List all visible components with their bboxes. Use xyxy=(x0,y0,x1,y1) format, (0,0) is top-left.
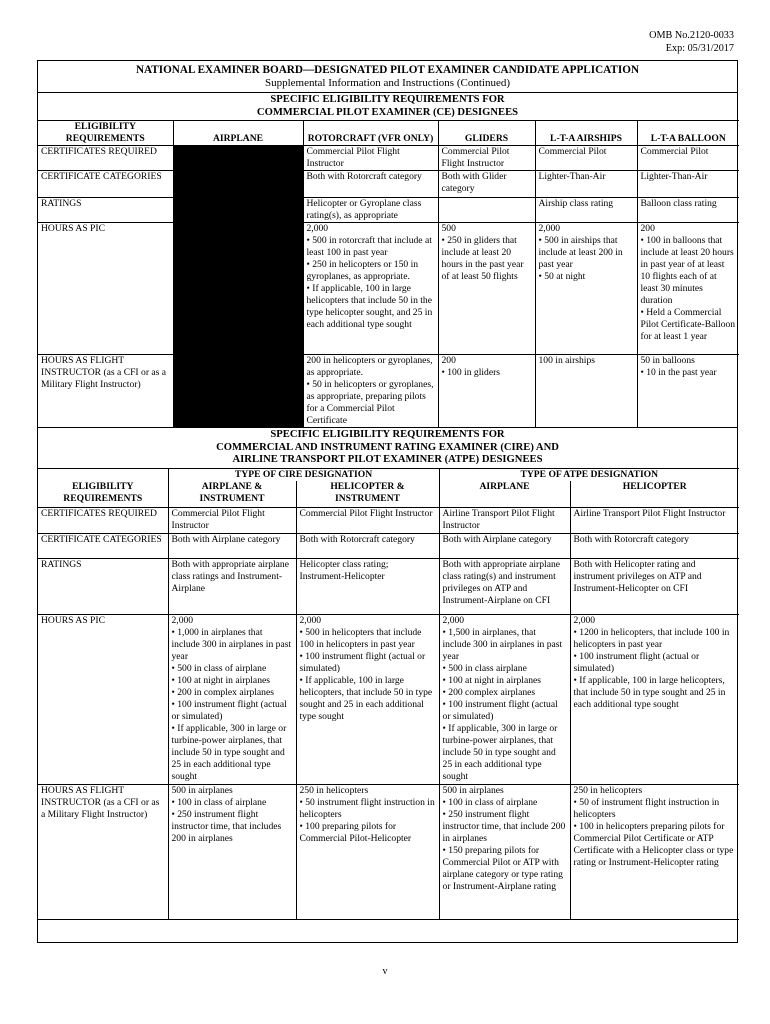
row-label: CERTIFICATE CATEGORIES xyxy=(38,171,173,198)
table-cell xyxy=(168,558,296,614)
cell-line: 2,000 xyxy=(171,614,194,626)
cell-line: Both with Rotorcraft category xyxy=(573,533,689,545)
omb-expiration: Exp: 05/31/2017 xyxy=(665,42,734,54)
row-label: HOURS AS PIC xyxy=(38,223,173,355)
column-header: L-T-A BALLOON xyxy=(637,121,739,146)
cell-line: • 100 instrument flight (actual or simulated) xyxy=(442,698,558,722)
cell-line: • 50 instrument flight instruction in helicopters xyxy=(299,796,435,820)
table-cell xyxy=(570,784,739,919)
table-row xyxy=(38,558,739,614)
cell-line: Both with appropriate airplane class ratings and Instrument-Airplane xyxy=(171,558,289,594)
table-row xyxy=(38,533,739,558)
table-cell xyxy=(637,171,739,198)
cell-line: Commercial Pilot Flight Instructor xyxy=(299,507,433,519)
cell-line: • 150 preparing pilots for Commercial Pilot or ATP with airplane category or type rating or Instrument-Airplane rating xyxy=(442,844,563,892)
column-header: AIRPLANE & INSTRUMENT xyxy=(168,481,296,508)
row-label: CERTIFICATES REQUIRED xyxy=(38,146,173,171)
redacted-cell xyxy=(173,171,303,198)
cell-line: • 200 in complex airplanes xyxy=(171,686,274,698)
redacted-cell xyxy=(173,198,303,223)
table-cell xyxy=(303,146,438,171)
cell-line: • 500 in class airplane xyxy=(442,662,527,674)
table-cell xyxy=(303,171,438,198)
table-cell xyxy=(535,146,637,171)
table-row xyxy=(38,355,739,428)
row-label: HOURS AS PIC xyxy=(38,614,168,784)
table-cell xyxy=(535,223,637,355)
cell-line: • 50 in helicopters or gyroplanes, as appropriate, preparing pilots for a Commercial Pilot Certificate xyxy=(306,379,434,427)
cell-line: Airline Transport Pilot Flight Instructor xyxy=(442,507,555,531)
omb-info xyxy=(649,30,734,55)
table-cell xyxy=(439,507,570,533)
cell-line: Both with Rotorcraft category xyxy=(299,533,415,545)
cell-line: • If applicable, 100 in large helicopters, that include 50 in type sought and 25 in each additional type sought xyxy=(573,674,726,710)
table-cell xyxy=(438,223,535,355)
column-header: ELIGIBILITY REQUIREMENTS xyxy=(38,121,173,146)
column-header: ROTORCRAFT (VFR ONLY) xyxy=(303,121,438,146)
column-header: L-T-A AIRSHIPS xyxy=(535,121,637,146)
cell-line: Both with Glider category xyxy=(441,171,507,195)
row-label: HOURS AS FLIGHT INSTRUCTOR (as a CFI or as a Military Flight Instructor) xyxy=(38,784,168,919)
row-label: CERTIFICATE CATEGORIES xyxy=(38,533,168,558)
cell-line: • 250 in gliders that include at least 20 hours in the past year of at least 50 flights xyxy=(441,235,524,283)
cell-line: • 100 in gliders xyxy=(441,367,501,379)
table-cell xyxy=(438,171,535,198)
row-label: RATINGS xyxy=(38,198,173,223)
page-number: v xyxy=(382,966,388,977)
table-cell xyxy=(438,146,535,171)
table-cell xyxy=(439,614,570,784)
form-subtitle: Supplemental Information and Instructions (Continued) xyxy=(264,77,510,89)
column-header: ELIGIBILITY REQUIREMENTS xyxy=(38,481,168,508)
table-cell xyxy=(535,355,637,428)
section1-heading-line1: SPECIFIC ELIGIBILITY REQUIREMENTS FOR xyxy=(270,94,505,105)
table-row xyxy=(38,507,739,533)
cell-line: Lighter-Than-Air xyxy=(538,171,606,183)
cell-line: Lighter-Than-Air xyxy=(640,171,708,183)
table-row xyxy=(38,171,739,198)
cell-line: • 1,500 in airplanes, that include 300 in airplanes in past year xyxy=(442,626,563,662)
cell-line: 100 in airships xyxy=(538,355,595,367)
table-cell xyxy=(637,146,739,171)
cell-line: 250 in helicopters xyxy=(573,784,643,796)
form-title: NATIONAL EXAMINER BOARD—DESIGNATED PILOT EXAMINER CANDIDATE APPLICATION xyxy=(135,64,640,76)
column-header: HELICOPTER & INSTRUMENT xyxy=(296,481,439,508)
cell-line: Commercial Pilot Flight Instructor xyxy=(306,146,400,170)
cell-line: • If applicable, 300 in large or turbine-power airplanes, that include 50 in type sought and 25 in each additional type sought xyxy=(171,722,287,782)
cell-line: • 100 in class of airplane xyxy=(442,796,538,808)
cell-line: • 100 in helicopters preparing pilots for Commercial Pilot Certificate or ATP Certificate with a Helicopter class or type rating or Instrument-Helicopter rating xyxy=(573,820,734,868)
table-cell xyxy=(570,614,739,784)
atpe-group-header: TYPE OF ATPE DESIGNATION xyxy=(439,468,739,481)
section2-heading-line1: SPECIFIC ELIGIBILITY REQUIREMENTS FOR xyxy=(270,429,505,441)
cell-line: Commercial Pilot xyxy=(538,146,607,158)
cell-line: 2,000 xyxy=(538,223,561,235)
column-header: GLIDERS xyxy=(438,121,535,146)
table-cell xyxy=(296,614,439,784)
column-header: HELICOPTER xyxy=(570,481,739,508)
cell-line: • 50 at night xyxy=(538,271,586,283)
row-label: RATINGS xyxy=(38,558,168,614)
cell-line: Both with Rotorcraft category xyxy=(306,171,422,183)
table-cell xyxy=(296,784,439,919)
section2-heading-line2: COMMERCIAL AND INSTRUMENT RATING EXAMINER (CIRE) AND xyxy=(216,441,559,453)
cell-line: • 100 in class of airplane xyxy=(171,796,267,808)
table-cell xyxy=(168,614,296,784)
table-cell xyxy=(303,355,438,428)
cell-line: 200 xyxy=(640,223,655,235)
table-cell xyxy=(637,223,739,355)
cell-line: 500 xyxy=(441,223,456,235)
cell-line: 500 in airplanes xyxy=(442,784,504,796)
cell-line: Helicopter class rating; Instrument-Helicopter xyxy=(299,558,389,582)
cell-line: 50 in balloons xyxy=(640,355,695,367)
cell-line: Helicopter or Gyroplane class rating(s), as appropriate xyxy=(306,198,422,222)
cell-line: • 500 in helicopters that include 100 in helicopters in past year xyxy=(299,626,422,650)
cell-line: • 100 at night in airplanes xyxy=(442,674,541,686)
cell-line: • 500 in airships that include at least 200 in past year xyxy=(538,235,623,271)
form-header xyxy=(38,61,737,93)
table-cell xyxy=(637,198,739,223)
cell-line: 2,000 xyxy=(442,614,465,626)
cell-line: • 500 in class of airplane xyxy=(171,662,267,674)
table-cell xyxy=(438,198,535,223)
cell-line: • If applicable, 100 in large helicopters, that include 50 in type sought and 25 in each additional type sought xyxy=(299,674,433,722)
cell-line: • 100 instrument flight (actual or simulated) xyxy=(299,650,426,674)
cell-line: Both with Airplane category xyxy=(171,533,281,545)
cell-line: • 200 complex airplanes xyxy=(442,686,536,698)
cell-line: Airline Transport Pilot Flight Instructor xyxy=(573,507,726,519)
table-cell xyxy=(303,198,438,223)
table-row xyxy=(38,198,739,223)
table-cell xyxy=(637,355,739,428)
table-cell xyxy=(296,533,439,558)
cell-line: • 250 instrument flight instructor time, that include 200 in airplanes xyxy=(442,808,566,844)
redacted-cell xyxy=(173,223,303,355)
cell-line: • 100 in balloons that include at least 20 hours in past year of at least 10 flights each of at least 30 minutes duration xyxy=(640,235,734,307)
table-row xyxy=(38,784,739,919)
cell-line: 200 in helicopters or gyroplanes, as appropriate. xyxy=(306,355,433,379)
cell-line: • If applicable, 100 in large helicopters that include 50 in the type helicopter sought, and 25 in each additional type sought xyxy=(306,283,433,331)
column-header: AIRPLANE xyxy=(173,121,303,146)
table-cell xyxy=(168,533,296,558)
table-cell xyxy=(303,223,438,355)
cell-line: Both with Airplane category xyxy=(442,533,552,545)
row-label: CERTIFICATES REQUIRED xyxy=(38,507,168,533)
cell-line: • Held a Commercial Pilot Certificate-Balloon for at least 1 year xyxy=(640,307,736,343)
table-cell xyxy=(439,784,570,919)
table-cell xyxy=(535,198,637,223)
column-header: AIRPLANE xyxy=(439,481,570,508)
table-cell xyxy=(535,171,637,198)
cell-line: • 250 in helicopters or 150 in gyroplanes, as appropriate. xyxy=(306,259,419,283)
cell-line: 250 in helicopters xyxy=(299,784,369,796)
redacted-cell xyxy=(173,355,303,428)
table-row xyxy=(38,614,739,784)
table-cell xyxy=(439,533,570,558)
cell-line: • 10 in the past year xyxy=(640,367,717,379)
cell-line: • 100 preparing pilots for Commercial Pilot-Helicopter xyxy=(299,820,412,844)
cell-line: • 100 at night in airplanes xyxy=(171,674,270,686)
form-frame xyxy=(37,60,738,943)
table-row xyxy=(38,146,739,171)
cell-line: • 1200 in helicopters, that include 100 in helicopters in past year xyxy=(573,626,730,650)
cell-line: 200 xyxy=(441,355,456,367)
cell-line: Both with appropriate airplane class rating(s) and instrument privileges on ATP and Instrument-Airplane on CFI xyxy=(442,558,561,606)
ce-table-header-row xyxy=(38,121,739,146)
cire-group-header: TYPE OF CIRE DESIGNATION xyxy=(168,468,439,481)
row-label: HOURS AS FLIGHT INSTRUCTOR (as a CFI or as a Military Flight Instructor) xyxy=(38,355,173,428)
table-cell xyxy=(168,507,296,533)
table-cell xyxy=(296,558,439,614)
cell-line: 2,000 xyxy=(299,614,322,626)
cell-line: • 250 instrument flight instructor time, that includes 200 in airplanes xyxy=(171,808,282,844)
table-cell xyxy=(570,558,739,614)
cell-line: Commercial Pilot Flight Instructor xyxy=(441,146,510,170)
table-cell xyxy=(168,784,296,919)
ce-requirements-table xyxy=(38,120,739,427)
cell-line: Both with Helicopter rating and instrument privileges on ATP and Instrument-Helicopter on CFI xyxy=(573,558,702,594)
cell-line: • 100 instrument flight (actual or simulated) xyxy=(171,698,287,722)
cell-line: Commercial Pilot xyxy=(640,146,709,158)
table-row xyxy=(38,223,739,355)
cell-line: 500 in airplanes xyxy=(171,784,233,796)
column-header-blank xyxy=(38,468,168,481)
cell-line: Balloon class rating xyxy=(640,198,717,210)
redacted-cell xyxy=(173,146,303,171)
table-cell xyxy=(570,533,739,558)
cell-line: 2,000 xyxy=(573,614,596,626)
designation-group-row xyxy=(38,468,739,481)
section1-heading xyxy=(38,93,737,120)
cire-atpe-requirements-table xyxy=(38,468,739,920)
omb-number: OMB No.2120-0033 xyxy=(649,30,734,41)
table-cell xyxy=(438,355,535,428)
table-cell xyxy=(570,507,739,533)
cell-line: Airship class rating xyxy=(538,198,614,210)
cell-line: • 1,000 in airplanes that include 300 in airplanes in past year xyxy=(171,626,292,662)
cell-line: 2,000 xyxy=(306,223,329,235)
cell-line: • 100 instrument flight (actual or simulated) xyxy=(573,650,700,674)
table-cell xyxy=(296,507,439,533)
section2-heading xyxy=(38,427,737,468)
section2-heading-line3: AIRLINE TRANSPORT PILOT EXAMINER (ATPE) DESIGNEES xyxy=(232,454,543,466)
cire-atpe-header-row xyxy=(38,481,739,508)
cell-line: Commercial Pilot Flight Instructor xyxy=(171,507,265,531)
section1-heading-line2: COMMERCIAL PILOT EXAMINER (CE) DESIGNEES xyxy=(256,106,519,118)
cell-line: • If applicable, 300 in large or turbine-power airplanes, that include 50 in type sought and 25 in each additional type sought xyxy=(442,722,558,782)
cell-line: • 500 in rotorcraft that include at least 100 in past year xyxy=(306,235,432,259)
cell-line: • 50 of instrument flight instruction in helicopters xyxy=(573,796,720,820)
table-cell xyxy=(439,558,570,614)
